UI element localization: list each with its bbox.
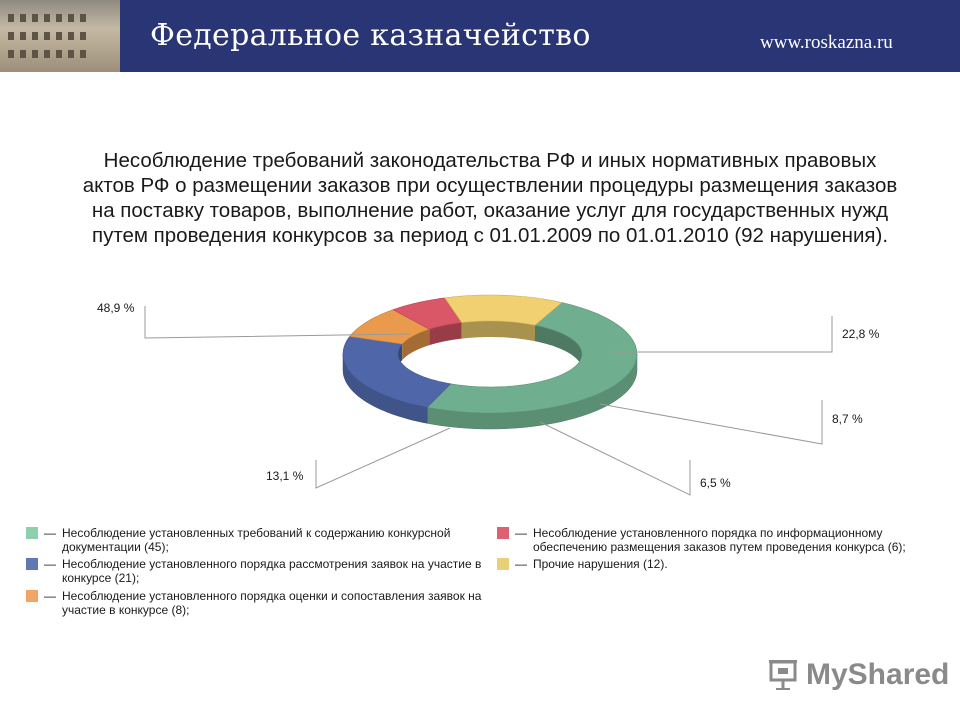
myshared-logo: [768, 656, 950, 696]
legend-swatch-yellow: [497, 558, 509, 570]
chart-title-line: на поставку товаров, выполнение работ, оказание услуг для государственных нужд: [91, 199, 889, 222]
data-label-orange: 8,7 %: [832, 412, 863, 426]
legend-swatch-orange: [26, 590, 38, 602]
legend-text: Прочие нарушения (12).: [533, 557, 668, 571]
leader-line-orange: [600, 400, 822, 444]
data-label-red: 6,5 %: [700, 476, 731, 490]
legend-swatch-red: [497, 527, 509, 539]
donut-inner-wall-yellow: [462, 321, 535, 341]
data-label-green: 48,9 %: [97, 301, 135, 315]
chart-title-line: путем проведения конкурсов за период с 01.01.2009 по 01.01.2010 (92 нарушения).: [91, 224, 889, 247]
legend-text: Несоблюдение установленного порядка оценки и сопоставления заявок на участие в конкурсе (8);: [62, 589, 482, 617]
org-name: Федеральное казначейство: [150, 18, 591, 53]
presentation-icon: [768, 658, 798, 690]
leader-line-yellow: [316, 428, 450, 488]
legend-text: Несоблюдение установленного порядка по информационному обеспечению размещения заказов путем проведения конкурса (6);: [533, 526, 906, 554]
data-label-yellow: 13,1 %: [266, 469, 304, 483]
legend-swatch-blue: [26, 558, 38, 570]
data-label-blue: 22,8 %: [842, 327, 880, 341]
legend-swatch-green: [26, 527, 38, 539]
leader-line-red: [540, 422, 690, 495]
watermark-text: MyShared: [806, 658, 950, 691]
website-link[interactable]: www.roskazna.ru: [760, 32, 893, 53]
chart-title-line: Несоблюдение требований законодательства РФ и иных нормативных правовых: [103, 149, 877, 172]
legend-text: Несоблюдение установленного порядка рассмотрения заявок на участие в конкурсе (21);: [62, 557, 482, 585]
legend-text: Несоблюдение установленных требований к содержанию конкурсной документации (45);: [62, 526, 451, 554]
leader-line-blue: [612, 316, 832, 352]
chart-title-line: актов РФ о размещении заказов при осуществлении процедуры размещения заказов: [82, 174, 898, 197]
